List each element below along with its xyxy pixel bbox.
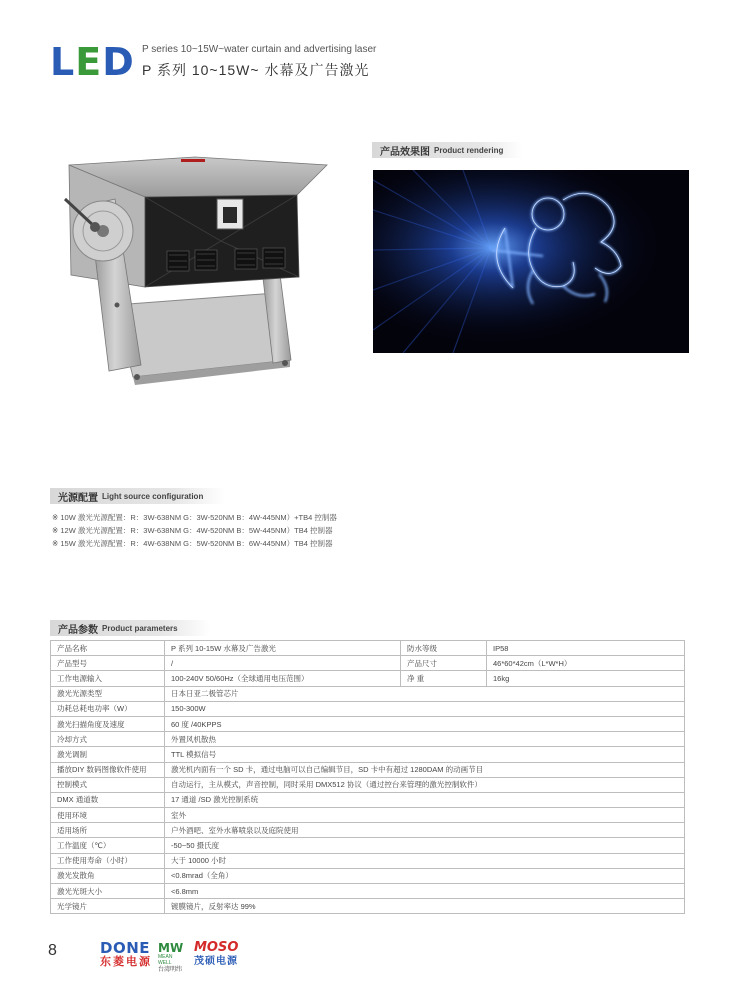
param-value: <0.8mrad（全角）	[165, 868, 685, 883]
param-label: 产品型号	[51, 656, 165, 671]
laser-projector-photo	[45, 155, 345, 395]
param-label: 净 重	[401, 671, 487, 686]
param-value: 镀膜镜片，反射率达 99%	[165, 899, 685, 914]
param-label: 激光光斑大小	[51, 884, 165, 899]
led-logo: LED	[50, 40, 135, 84]
table-row	[51, 868, 685, 883]
param-label: DMX 通道数	[51, 792, 165, 807]
param-value: 60 度 /40KPPS	[165, 716, 685, 731]
param-label: 产品名称	[51, 641, 165, 656]
table-row	[51, 747, 685, 762]
param-value: 大于 10000 小时	[165, 853, 685, 868]
light-source-list	[52, 511, 692, 550]
section-header-light-source: 光源配置 Light source configuration	[50, 488, 225, 504]
param-label: 使用环境	[51, 808, 165, 823]
param-value: IP58	[487, 641, 685, 656]
table-row	[51, 777, 685, 792]
title-english: P series 10~15W~water curtain and advertising laser	[142, 44, 377, 55]
meanwell-brand-logo: MW MEAN WELL 台湾明纬	[158, 941, 184, 973]
param-value: 外置风机散热	[165, 732, 685, 747]
table-row	[51, 641, 685, 656]
table-row	[51, 686, 685, 701]
light-source-item: ※ 15W 激光光源配置：R：4W-638NM G：5W-520NM B：6W-445NM）TB4 控制器	[52, 539, 333, 548]
title-chinese: P 系列 10~15W~ 水幕及广告激光	[142, 62, 370, 78]
param-label: 工作使用寿命（小时）	[51, 853, 165, 868]
table-row	[51, 762, 685, 777]
laser-cupid-graphic	[373, 170, 689, 353]
table-row	[51, 823, 685, 838]
param-label: 激光光源类型	[51, 686, 165, 701]
parameters-table	[50, 640, 685, 914]
table-row	[51, 853, 685, 868]
param-label: 适用场所	[51, 823, 165, 838]
param-value: 室外	[165, 808, 685, 823]
param-label: 控制模式	[51, 777, 165, 792]
moso-brand-logo: MOSO 茂硕电源	[194, 940, 239, 967]
done-brand-logo: DONE 东菱电源	[100, 939, 152, 968]
param-label: 光学镜片	[51, 899, 165, 914]
page-number: 8	[48, 942, 57, 959]
param-value: 自动运行，主从模式，声音控制，同时采用 DMX512 协议（通过控台来管理的激光控制软件）	[165, 777, 685, 792]
param-label: 工作电源输入	[51, 671, 165, 686]
section-header-rendering: 产品效果图 Product rendering	[372, 142, 522, 158]
section-header-parameters: 产品参数 Product parameters	[50, 620, 210, 636]
param-label: 工作温度（℃）	[51, 838, 165, 853]
table-row	[51, 899, 685, 914]
table-row	[51, 792, 685, 807]
param-label: 激光发散角	[51, 868, 165, 883]
param-value: 150-300W	[165, 701, 685, 716]
table-row	[51, 884, 685, 899]
table-row	[51, 838, 685, 853]
param-value: -50~50 摄氏度	[165, 838, 685, 853]
light-source-item: ※ 10W 激光光源配置：R：3W-638NM G：3W-520NM B：4W-445NM）+TB4 控制器	[52, 513, 337, 522]
param-value: 16kg	[487, 671, 685, 686]
param-value: 17 通道 /SD 激光控制系统	[165, 792, 685, 807]
table-row	[51, 732, 685, 747]
param-label: 产品尺寸	[401, 656, 487, 671]
param-label: 防水等级	[401, 641, 487, 656]
param-label: 激光扫描角度及速度	[51, 716, 165, 731]
param-label: 激光调制	[51, 747, 165, 762]
light-source-item: ※ 12W 激光光源配置：R：3W-638NM G：4W-520NM B：5W-445NM）TB4 控制器	[52, 526, 333, 535]
param-value: 日本日亚二极管芯片	[165, 686, 685, 701]
param-value: TTL 模拟信号	[165, 747, 685, 762]
table-row	[51, 716, 685, 731]
table-row	[51, 671, 685, 686]
param-value: <6.8mm	[165, 884, 685, 899]
param-value: P 系列 10-15W 水幕及广告激光	[165, 641, 401, 656]
table-row	[51, 701, 685, 716]
product-rendering-image	[373, 170, 689, 353]
param-value: 激光机内面有一个 SD 卡，通过电脑可以自己编辑节目，SD 卡中有超过 1280DAM 的动画节目	[165, 762, 685, 777]
param-label: 播放DIY 数码图像软件使用	[51, 762, 165, 777]
table-row	[51, 656, 685, 671]
param-value: 46*60*42cm（L*W*H）	[487, 656, 685, 671]
param-label: 冷却方式	[51, 732, 165, 747]
param-value: 户外酒吧、室外水幕喷泉以及庭院使用	[165, 823, 685, 838]
param-value: /	[165, 656, 401, 671]
param-label: 功耗总耗电功率（W）	[51, 701, 165, 716]
table-row	[51, 808, 685, 823]
param-value: 100-240V 50/60Hz（全球通用电压范围）	[165, 671, 401, 686]
